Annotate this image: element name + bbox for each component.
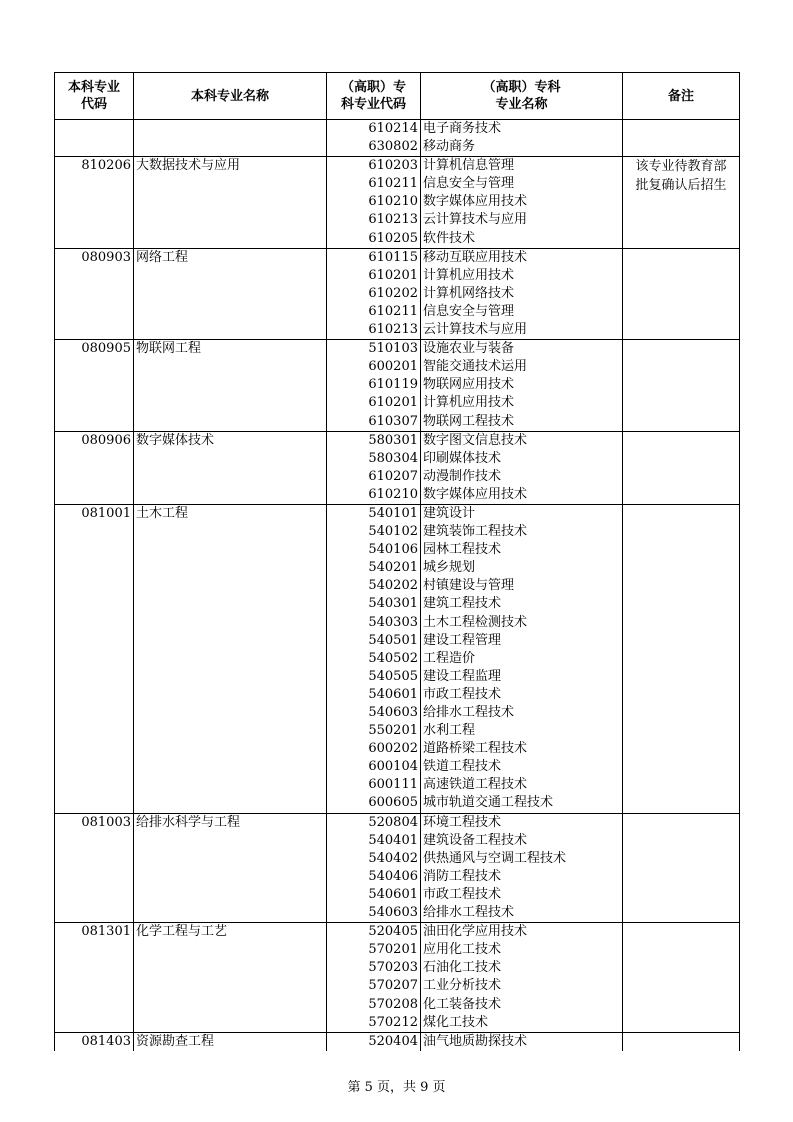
vocational-name: 建筑设备工程技术 — [423, 832, 528, 848]
vocational-name: 数字媒体应用技术 — [423, 486, 528, 502]
undergrad-name: 网络工程 — [136, 249, 189, 265]
vocational-name: 道路桥梁工程技术 — [423, 741, 528, 757]
vocational-name: 城乡规划 — [423, 560, 476, 576]
vocational-code: 610213 — [368, 212, 418, 228]
vocational-code: 570201 — [368, 942, 418, 958]
vocational-code: 520405 — [368, 924, 418, 940]
vocational-code: 610211 — [368, 176, 418, 192]
vocational-name: 电子商务技术 — [423, 121, 502, 136]
vocational-code: 610214 — [368, 121, 418, 136]
vocational-code: 540505 — [368, 668, 418, 684]
vocational-name-cell — [421, 340, 623, 431]
header-undergrad-name — [134, 73, 327, 120]
vocational-name: 计算机信息管理 — [423, 158, 515, 174]
vocational-name: 信息安全与管理 — [423, 176, 515, 192]
undergrad-name-cell — [134, 923, 327, 1033]
vocational-code: 540601 — [368, 686, 418, 702]
vocational-code: 610205 — [368, 230, 418, 246]
vocational-name: 建设工程管理 — [423, 632, 502, 648]
vocational-code: 540502 — [368, 650, 418, 666]
vocational-name: 数字媒体应用技术 — [423, 194, 528, 210]
vocational-code: 540402 — [368, 850, 418, 866]
vocational-code-cell — [327, 120, 421, 157]
vocational-code: 520804 — [368, 814, 418, 830]
undergrad-name: 物联网工程 — [136, 341, 202, 357]
vocational-name-cell — [421, 504, 623, 813]
undergrad-code: 080905 — [81, 341, 131, 357]
table-row — [55, 431, 740, 504]
vocational-name: 石油化工技术 — [423, 960, 502, 976]
vocational-code: 610210 — [368, 486, 418, 502]
undergrad-code-cell — [55, 1032, 134, 1051]
header-undergrad-code — [55, 73, 134, 120]
vocational-name: 建筑工程技术 — [423, 596, 502, 612]
table-row — [55, 1032, 740, 1051]
remarks-cell — [623, 157, 740, 248]
remarks-cell — [623, 813, 740, 923]
vocational-name: 智能交通技术运用 — [423, 359, 528, 375]
undergrad-code: 080906 — [81, 432, 131, 448]
vocational-code: 540102 — [368, 524, 418, 540]
vocational-code: 610119 — [368, 377, 418, 393]
vocational-code: 610210 — [368, 194, 418, 210]
major-mapping-table — [54, 72, 740, 1051]
vocational-code-cell — [327, 923, 421, 1033]
header-vocational-name — [421, 73, 623, 120]
undergrad-code-cell — [55, 431, 134, 504]
vocational-code: 570212 — [368, 1014, 418, 1030]
header-text: 备注 — [667, 88, 694, 104]
remarks-cell — [623, 1032, 740, 1051]
undergrad-name — [134, 120, 326, 138]
table-row — [55, 157, 740, 248]
vocational-code: 540603 — [368, 705, 418, 720]
undergrad-code: 081001 — [81, 505, 131, 521]
table-row — [55, 340, 740, 431]
vocational-code: 540201 — [368, 560, 418, 576]
vocational-code: 610201 — [368, 267, 418, 283]
vocational-name: 高速铁道工程技术 — [423, 777, 528, 793]
undergrad-name-cell — [134, 504, 327, 813]
vocational-code: 550201 — [368, 723, 418, 739]
vocational-name: 移动互联应用技术 — [423, 249, 528, 265]
undergrad-code-cell — [55, 157, 134, 248]
header-text: 本科专业 代码 — [67, 80, 120, 112]
vocational-code: 540301 — [368, 596, 418, 612]
vocational-code: 510103 — [368, 341, 418, 357]
undergrad-code: 810206 — [81, 158, 131, 174]
table-body — [55, 120, 740, 1051]
vocational-code: 580301 — [368, 432, 418, 448]
table-row — [55, 813, 740, 923]
vocational-code: 610307 — [368, 413, 418, 429]
vocational-name: 化工装备技术 — [423, 996, 502, 1012]
vocational-code-cell — [327, 431, 421, 504]
undergrad-code: 081003 — [81, 814, 131, 830]
vocational-name: 设施农业与装备 — [423, 341, 515, 357]
remark-text: 该专业待教育部 批复确认后招生 — [635, 159, 727, 194]
undergrad-code: 081301 — [81, 924, 131, 940]
vocational-name: 计算机应用技术 — [423, 267, 515, 283]
vocational-name: 计算机应用技术 — [423, 395, 515, 411]
vocational-name: 水利工程 — [423, 723, 476, 739]
vocational-code: 540101 — [368, 505, 418, 521]
vocational-code: 600605 — [368, 795, 418, 811]
remarks-cell — [623, 248, 740, 339]
vocational-code: 610203 — [368, 158, 418, 174]
vocational-code: 570207 — [368, 978, 418, 994]
vocational-name: 村镇建设与管理 — [423, 578, 515, 594]
vocational-code: 520404 — [368, 1033, 418, 1049]
vocational-name: 应用化工技术 — [423, 942, 502, 958]
vocational-name: 城市轨道交通工程技术 — [423, 795, 554, 811]
undergrad-name: 大数据技术与应用 — [136, 158, 241, 174]
vocational-name: 消防工程技术 — [423, 868, 502, 884]
vocational-code: 540601 — [368, 886, 418, 902]
vocational-name-cell — [421, 923, 623, 1033]
undergrad-name-cell — [134, 248, 327, 339]
vocational-name: 软件技术 — [423, 230, 476, 246]
undergrad-code: 080903 — [81, 249, 131, 265]
vocational-name: 煤化工技术 — [423, 1014, 489, 1030]
vocational-name: 物联网应用技术 — [423, 377, 515, 393]
page-footer: 第 5 页，共 9 页 — [347, 1080, 446, 1095]
vocational-code: 570203 — [368, 960, 418, 976]
vocational-name: 移动商务 — [423, 139, 476, 155]
vocational-name: 铁道工程技术 — [423, 759, 502, 775]
vocational-name: 物联网工程技术 — [423, 413, 515, 429]
table-row — [55, 248, 740, 339]
vocational-code: 610207 — [368, 468, 418, 484]
vocational-code: 540303 — [368, 614, 418, 630]
vocational-name: 给排水工程技术 — [423, 705, 515, 720]
vocational-code: 610202 — [368, 285, 418, 301]
undergrad-code-cell — [55, 813, 134, 923]
vocational-name: 建筑装饰工程技术 — [423, 524, 528, 540]
vocational-name: 动漫制作技术 — [423, 468, 502, 484]
vocational-name: 土木工程检测技术 — [423, 614, 528, 630]
vocational-code: 540501 — [368, 632, 418, 648]
undergrad-name: 给排水科学与工程 — [136, 814, 241, 830]
vocational-code: 570208 — [368, 996, 418, 1012]
vocational-name-cell — [421, 248, 623, 339]
undergrad-name-cell — [134, 431, 327, 504]
table-row — [55, 504, 740, 813]
vocational-code: 540406 — [368, 868, 418, 884]
vocational-name: 供热通风与空调工程技术 — [423, 850, 567, 866]
undergrad-code-cell — [55, 340, 134, 431]
header-text: （高职）专 科专业代码 — [340, 80, 406, 112]
header-vocational-code — [327, 73, 421, 120]
vocational-code-cell — [327, 813, 421, 923]
vocational-code: 610201 — [368, 395, 418, 411]
vocational-name: 工业分析技术 — [423, 978, 502, 994]
vocational-name: 工程造价 — [423, 650, 476, 666]
vocational-code-cell — [327, 157, 421, 248]
remarks-cell — [623, 431, 740, 504]
remarks-cell — [623, 340, 740, 431]
vocational-name: 建筑设计 — [423, 505, 476, 521]
undergrad-name-cell — [134, 813, 327, 923]
undergrad-name-cell — [134, 1032, 327, 1051]
vocational-code-cell — [327, 248, 421, 339]
vocational-code: 600202 — [368, 741, 418, 757]
vocational-code: 540603 — [368, 905, 418, 921]
vocational-name: 市政工程技术 — [423, 686, 502, 702]
vocational-code: 540106 — [368, 542, 418, 558]
vocational-code: 600104 — [368, 759, 418, 775]
vocational-code-cell — [327, 1032, 421, 1051]
vocational-name-cell — [421, 813, 623, 923]
vocational-name-cell — [421, 157, 623, 248]
undergrad-code-cell — [55, 120, 134, 157]
undergrad-code-cell — [55, 248, 134, 339]
header-text: 本科专业名称 — [190, 88, 269, 104]
remarks-cell — [623, 504, 740, 813]
vocational-name: 信息安全与管理 — [423, 303, 515, 319]
undergrad-name-cell — [134, 340, 327, 431]
vocational-name: 油气地质勘探技术 — [423, 1033, 528, 1049]
remarks-cell — [623, 120, 740, 157]
undergrad-name: 数字媒体技术 — [136, 432, 215, 448]
vocational-name-cell — [421, 120, 623, 157]
undergrad-code-cell — [55, 504, 134, 813]
vocational-code: 540401 — [368, 832, 418, 848]
vocational-name: 印刷媒体技术 — [423, 450, 502, 466]
vocational-name: 油田化学应用技术 — [423, 924, 528, 940]
vocational-code-cell — [327, 504, 421, 813]
table-row — [55, 120, 740, 157]
undergrad-code-cell — [55, 923, 134, 1033]
vocational-code: 580304 — [368, 450, 418, 466]
vocational-name: 计算机网络技术 — [423, 285, 515, 301]
undergrad-code: 081403 — [81, 1033, 131, 1049]
undergrad-code — [55, 120, 133, 138]
vocational-name: 云计算技术与应用 — [423, 212, 528, 228]
vocational-name: 市政工程技术 — [423, 886, 502, 902]
vocational-name: 环境工程技术 — [423, 814, 502, 830]
header-text: （高职）专科 专业名称 — [482, 80, 561, 112]
undergrad-name-cell — [134, 157, 327, 248]
vocational-code: 600201 — [368, 359, 418, 375]
vocational-name: 云计算技术与应用 — [423, 322, 528, 338]
table-row — [55, 923, 740, 1033]
undergrad-name-cell — [134, 120, 327, 157]
table-header-row — [55, 73, 740, 120]
remarks-cell — [623, 923, 740, 1033]
vocational-name-cell — [421, 1032, 623, 1051]
vocational-name: 建设工程监理 — [423, 668, 502, 684]
vocational-name: 园林工程技术 — [423, 542, 502, 558]
vocational-name-cell — [421, 431, 623, 504]
vocational-code: 540202 — [368, 578, 418, 594]
vocational-code: 600111 — [368, 777, 418, 793]
header-remarks — [623, 73, 740, 120]
undergrad-name: 土木工程 — [136, 505, 189, 521]
vocational-name: 给排水工程技术 — [423, 905, 515, 921]
vocational-name: 数字图文信息技术 — [423, 432, 528, 448]
vocational-code: 630802 — [368, 139, 418, 155]
vocational-code-cell — [327, 340, 421, 431]
vocational-code: 610211 — [368, 303, 418, 319]
vocational-code: 610213 — [368, 322, 418, 338]
vocational-code: 610115 — [368, 249, 418, 265]
undergrad-name: 化学工程与工艺 — [136, 924, 228, 940]
undergrad-name: 资源勘查工程 — [136, 1033, 215, 1049]
